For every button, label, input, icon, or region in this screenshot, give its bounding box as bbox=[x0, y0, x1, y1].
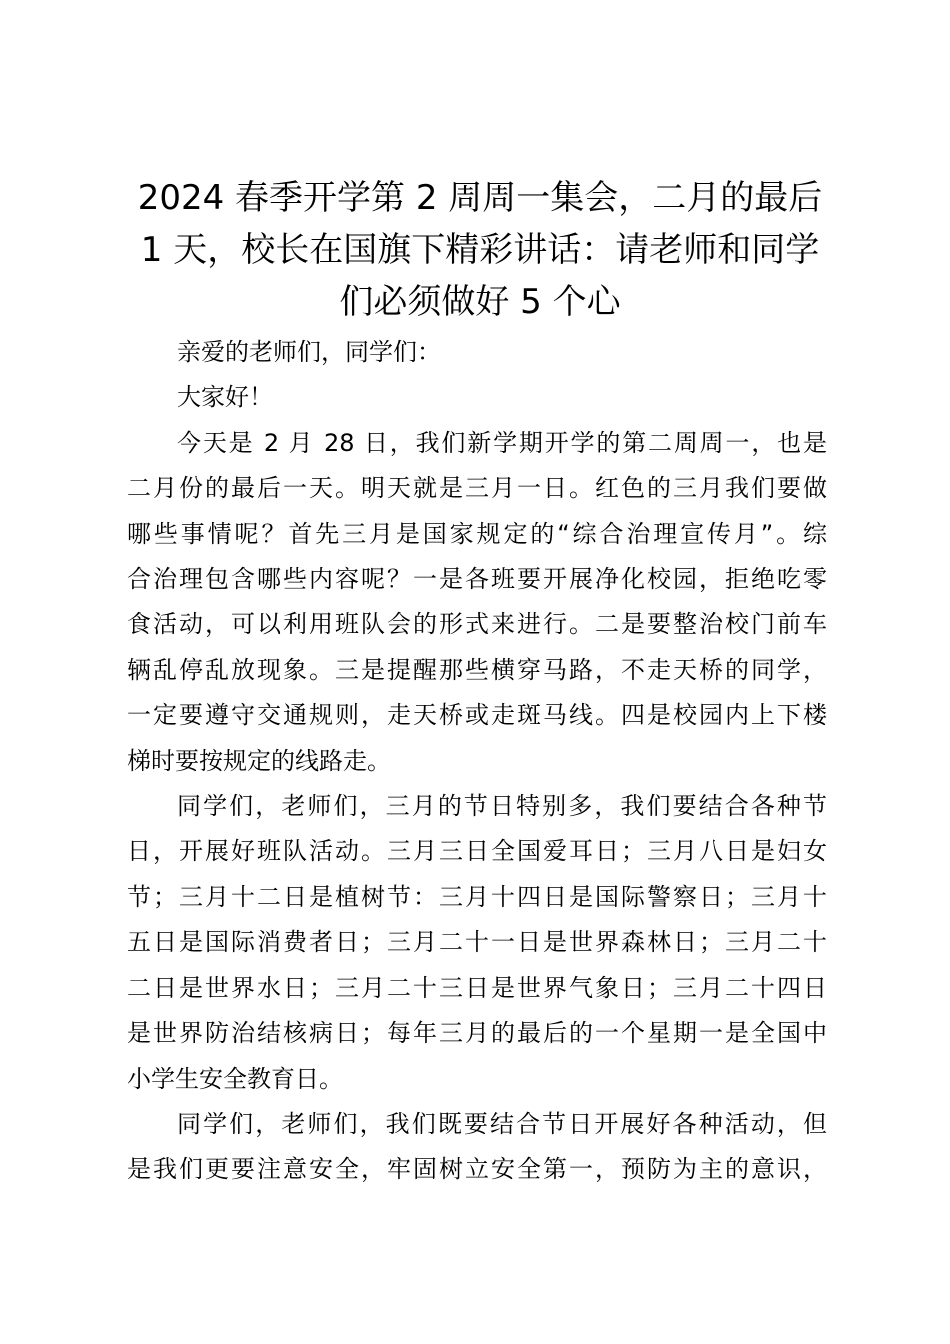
document-body bbox=[127, 330, 827, 1193]
document-title bbox=[120, 172, 840, 328]
paragraph-1-line: 哪些事情呢？首先三月是国家规定的“综合治理宣传月”。综 bbox=[127, 519, 827, 548]
paragraph-1-line: 食活动，可以利用班队会的形式来进行。二是要整治校门前车 bbox=[127, 610, 827, 639]
paragraph-1-line: 二月份的最后一天。明天就是三月一日。红色的三月我们要做 bbox=[127, 474, 827, 503]
paragraph-2-line: 同学们，老师们，三月的节日特别多，我们要结合各种节 bbox=[177, 792, 827, 821]
title-line-3: 们必须做好 5 个心 bbox=[339, 282, 621, 322]
paragraph-3-line: 同学们，老师们，我们既要结合节日开展好各种活动，但 bbox=[177, 1109, 827, 1138]
salutation-text: 亲爱的老师们，同学们： bbox=[177, 338, 441, 366]
salutation bbox=[127, 330, 827, 375]
title-line-1: 2024 春季开学第 2 周周一集会，二月的最后 bbox=[137, 178, 823, 218]
paragraph-2-line: 小学生安全教育日。 bbox=[127, 1064, 343, 1093]
paragraph-3-line: 是我们更要注意安全，牢固树立安全第一，预防为主的意识， bbox=[127, 1155, 827, 1184]
greeting-text: 大家好！ bbox=[177, 383, 273, 412]
paragraph-3 bbox=[127, 1102, 827, 1193]
paragraph-1-line: 一定要遵守交通规则，走天桥或走斑马线。四是校园内上下楼 bbox=[127, 701, 827, 730]
paragraph-2-line: 五日是国际消费者日；三月二十一日是世界森林日；三月二十 bbox=[127, 928, 827, 957]
paragraph-1 bbox=[127, 421, 827, 784]
paragraph-1-line: 合治理包含哪些内容呢？一是各班要开展净化校园，拒绝吃零 bbox=[127, 565, 827, 594]
paragraph-1-line: 今天是 2 月 28 日，我们新学期开学的第二周周一，也是 bbox=[177, 428, 827, 457]
paragraph-1-line: 辆乱停乱放现象。三是提醒那些横穿马路，不走天桥的同学， bbox=[127, 655, 827, 684]
paragraph-2-line: 二日是世界水日；三月二十三日是世界气象日；三月二十四日 bbox=[127, 973, 827, 1002]
title-line-2: 1 天，校长在国旗下精彩讲话：请老师和同学 bbox=[140, 230, 820, 270]
paragraph-1-line: 梯时要按规定的线路走。 bbox=[127, 746, 391, 775]
paragraph-2-line: 节；三月十二日是植树节：三月十四日是国际警察日；三月十 bbox=[127, 882, 827, 911]
paragraph-2 bbox=[127, 784, 827, 1102]
paragraph-2-line: 日，开展好班队活动。三月三日全国爱耳日；三月八日是妇女 bbox=[127, 837, 827, 866]
paragraph-2-line: 是世界防治结核病日；每年三月的最后的一个星期一是全国中 bbox=[127, 1019, 827, 1048]
greeting bbox=[127, 375, 827, 420]
